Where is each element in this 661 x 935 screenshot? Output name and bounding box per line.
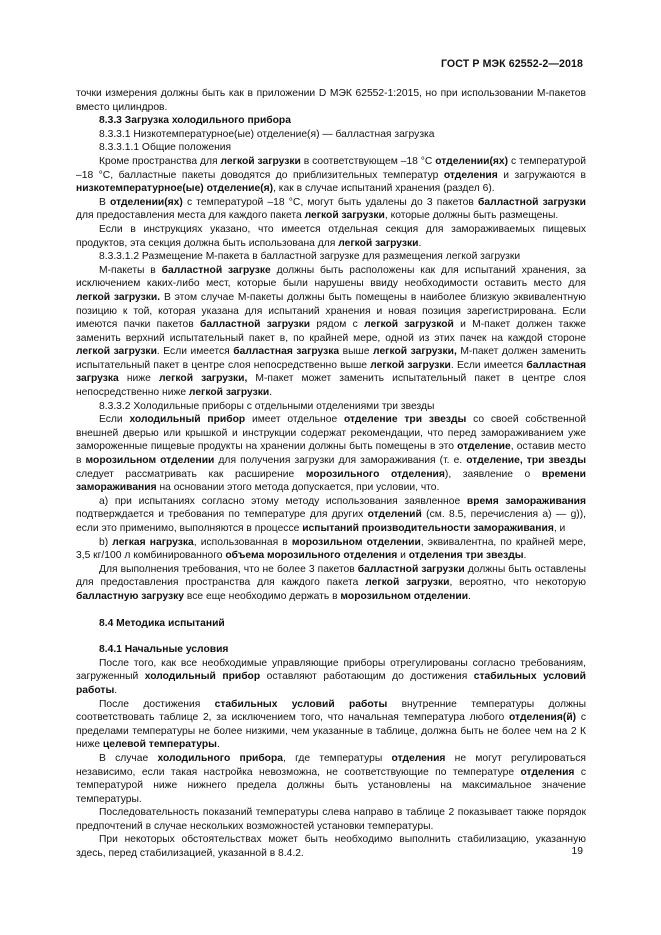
text-run: b): [99, 536, 113, 548]
bold-term: легкой загрузки: [304, 210, 385, 222]
bold-term: целевой температуры: [102, 739, 217, 751]
bold-term: балластную загрузку: [76, 590, 185, 602]
standard-header: ГОСТ Р МЭК 62552-2—2018: [440, 58, 583, 70]
bold-term: время замораживания: [466, 495, 586, 507]
paragraph: [76, 643, 586, 657]
text-run: Если в инструкциях указано, что имеется отдельная секция для замораживаемых пищевых продуктов, эта секция должна быть использована для: [76, 223, 586, 249]
text-run: , которые должны быть размещены.: [384, 210, 559, 222]
bold-term: легкой загрузки: [76, 346, 157, 358]
paragraph: [76, 536, 586, 563]
bold-term: отделении(ях): [435, 155, 509, 167]
text-run: .: [114, 684, 118, 696]
bold-term: отделений: [367, 509, 422, 521]
paragraph: [76, 87, 586, 114]
page-number: 19: [571, 846, 583, 857]
bold-term: легкой загрузки: [188, 387, 270, 399]
bold-term: отделения: [443, 169, 498, 181]
paragraph: [76, 413, 586, 495]
text-run: Кроме пространства для: [99, 155, 221, 167]
text-run: со своей собственной внешней дверью или крышкой и инструкции содержат рекомендации, что перед замораживанием уже замороженные пищевые продукты на хранении должны быть помещены в это: [76, 414, 586, 453]
text-run: и: [397, 550, 409, 562]
text-run: В: [99, 196, 111, 208]
bold-term: балластной загрузки: [478, 196, 587, 208]
paragraph-gap: [76, 604, 586, 617]
paragraph: [76, 141, 586, 155]
text-run: , использованная в: [193, 536, 292, 548]
text-run: В этом случае М-пакеты должны быть помещены в наиболее близкую эквивалентную позицию к той, которая указана для испытаний хранения и новая позиция зарегистрирована. Если имеются пачки пакетов: [76, 291, 586, 331]
bold-term: отделения(й): [509, 712, 577, 724]
text-run: , как в случае испытаний хранения (раздел 6).: [273, 183, 495, 195]
bold-term: легкой загрузки.: [76, 291, 161, 303]
text-run: с температурой ниже нижнего предела должны быть установлены на максимальное значение температуры.: [76, 766, 586, 805]
text-run: и загружаются в: [497, 169, 586, 181]
paragraph: [76, 617, 586, 631]
text-run: 8.3.3.1.1 Общие положения: [99, 142, 232, 154]
text-run: в соответствующем –18 °С: [300, 155, 436, 167]
text-run: подтверждается и требования по температуре для других: [76, 509, 368, 521]
text-run: с пределами температуры не более низкими, чем указанные в таблице, должна быть не более чем на 2 К ниже: [76, 712, 586, 751]
bold-term: легкая нагрузка: [112, 536, 194, 548]
text-run: должны быть расположены как для испытаний хранения, за исключением каких-либо мест, которые были нарушены ввиду необходимости оставить место для: [76, 264, 586, 290]
text-run: с температурой –18 °С, могут быть удалены до 3 пакетов: [182, 196, 478, 208]
bold-term: холодильного прибора: [157, 752, 283, 764]
bold-term: стабильных условий работы: [214, 698, 388, 710]
text-run: на основании этого метода допускается, при условии, что.: [156, 482, 440, 494]
text-run: После достижения: [99, 698, 215, 710]
text-run: , оставив место в: [76, 441, 586, 467]
text-run: В случае: [99, 752, 158, 764]
bold-term: 8.4.1 Начальные условия: [99, 644, 229, 656]
paragraph: [76, 128, 586, 142]
bold-term: морозильного отделения: [305, 468, 445, 480]
bold-term: легкой загрузки,: [373, 346, 457, 358]
text-run: М-пакеты в: [99, 264, 162, 276]
text-run: (см. 8.5, перечисления а) — g)), если это применимо, выполняются в процессе: [76, 509, 587, 534]
text-run: 8.3.3.1 Низкотемпературное(ые) отделение(я) — балластная загрузка: [99, 128, 435, 140]
document-body: [76, 87, 586, 861]
bold-term: испытаний производительности замораживания: [302, 523, 554, 534]
text-run: точки измерения должны быть как в приложении D МЭК 62552-1:2015, но при использовании М-пакетов вместо цилиндров.: [76, 88, 586, 113]
text-run: для получения загрузки для замораживания (т. е.: [214, 455, 467, 467]
text-run: оставляют работающим до достижения: [260, 671, 474, 683]
bold-term: балластная загрузка: [76, 359, 587, 385]
bold-term: стабильных условий работы: [76, 671, 586, 696]
paragraph: [76, 657, 586, 698]
bold-term: морозильном отделении: [291, 536, 421, 548]
text-run: все еще необходимо держать в: [184, 590, 341, 602]
paragraph: [76, 400, 586, 414]
text-run: . Если имеется: [450, 359, 527, 371]
text-run: .: [468, 590, 471, 602]
bold-term: балластной загрузке: [161, 264, 271, 276]
text-run: выше: [339, 346, 374, 358]
bold-term: холодильный прибор: [129, 414, 246, 426]
bold-term: холодильный прибор: [144, 671, 261, 683]
text-run: , вероятно, что некоторую: [449, 577, 587, 589]
bold-term: объема морозильного отделения: [225, 550, 398, 562]
text-run: Для выполнения требования, что не более 3 пакетов: [99, 563, 358, 575]
bold-term: легкой загрузки: [365, 577, 450, 589]
text-run: После того, как все необходимые управляющие приборы отрегулированы согласно требованиям, загруженный: [76, 657, 586, 683]
bold-term: морозильном отделении: [340, 590, 469, 602]
bold-term: балластная загрузка: [233, 346, 340, 358]
paragraph: [76, 250, 586, 264]
text-run: ниже: [118, 373, 159, 385]
paragraph: [76, 223, 586, 250]
paragraph: [76, 196, 586, 223]
paragraph: [76, 563, 586, 604]
text-run: М-пакет должен заменить испытательный пакет в центре слоя непосредственно выше: [76, 346, 586, 371]
bold-term: легкой загрузки: [370, 359, 451, 371]
text-run: 8.3.3.1.2 Размещение М-пакета в балластной загрузке для размещения легкой загрузки: [99, 251, 521, 263]
bold-term: 8.4 Методика испытаний: [99, 617, 225, 629]
paragraph: [76, 495, 586, 536]
text-run: Если: [99, 414, 130, 426]
text-run: а) при испытаниях согласно этому методу использования заявленное: [99, 495, 467, 507]
text-run: рядом с: [310, 319, 365, 331]
text-run: .: [418, 237, 422, 249]
text-run: , и: [553, 523, 566, 534]
text-run: . Если имеется: [156, 346, 234, 358]
bold-term: 8.3.3 Загрузка холодильного прибора: [99, 115, 291, 127]
text-run: 8.3.3.2 Холодильные приборы с отдельными отделениями три звезды: [99, 400, 435, 412]
text-run: следует рассматривать как расширение: [76, 468, 306, 480]
bold-term: отделении(ях): [110, 196, 183, 208]
paragraph: [76, 698, 586, 752]
bold-term: отделения: [391, 752, 446, 764]
text-run: Последовательность показаний температуры слева направо в таблице 2 показывает также порядок предпочтений в случае нескольких возможностей установки температуры.: [76, 807, 586, 832]
paragraph: [76, 155, 586, 196]
bold-term: легкой загрузки,: [158, 373, 248, 385]
text-run: и М-пакет должен также заменить верхний испытательный пакет в, по крайней мере, одной из этих пачек на каждой стороне: [76, 319, 586, 344]
text-run: , где температуры: [282, 752, 392, 764]
paragraph: [76, 833, 586, 860]
paragraph: [76, 806, 586, 833]
bold-term: отделение, три звезды: [466, 455, 587, 467]
text-run: для предоставления места для каждого пакета: [76, 210, 305, 222]
text-run: М-пакет может заменить испытательный пакет в центре слоя непосредственно ниже: [76, 373, 587, 399]
text-run: имеет отдельное: [245, 414, 344, 426]
text-run: .: [269, 387, 273, 399]
bold-term: балластной загрузки: [357, 563, 465, 575]
paragraph: [76, 752, 586, 806]
text-run: .: [523, 550, 527, 562]
paragraph: [76, 264, 586, 400]
bold-term: низкотемпературное(ые) отделение(я): [76, 183, 274, 195]
paragraph-gap: [76, 630, 586, 643]
text-run: ), заявление о: [444, 468, 542, 480]
text-run: , эквивалентна, по крайней мере, 3,5 кг/100 л комбинированного: [76, 536, 586, 562]
bold-term: легкой загрузки: [220, 155, 301, 167]
bold-term: отделение три звезды: [343, 414, 467, 426]
bold-term: отделение: [457, 441, 511, 453]
bold-term: морозильном отделении: [85, 455, 215, 467]
bold-term: балластной загрузки: [199, 319, 311, 331]
text-run: внутренние температуры должны соответствовать таблице 2, за исключением того, что начальная температура любого: [76, 698, 586, 724]
bold-term: отделения три звезды: [408, 550, 524, 562]
bold-term: легкой загрузкой: [364, 319, 454, 331]
text-run: .: [216, 739, 220, 751]
bold-term: времени замораживания: [76, 468, 586, 494]
bold-term: отделения: [520, 766, 575, 778]
paragraph: [76, 114, 586, 128]
bold-term: легкой загрузки: [338, 237, 419, 249]
text-run: не могут регулироваться независимо, если такая настройка невозможна, не соответствующие по температуре: [76, 752, 586, 778]
text-run: с температурой –18 °С, балластные пакеты доводятся до приблизительных температур: [76, 155, 586, 181]
text-run: должны быть оставлены для предоставления пространства для каждого пакета: [76, 563, 586, 589]
text-run: При некоторых обстоятельствах может быть необходимо выполнить стабилизацию, указанную здесь, перед стабилизацией, указанной в 8.4.2.: [76, 834, 586, 860]
